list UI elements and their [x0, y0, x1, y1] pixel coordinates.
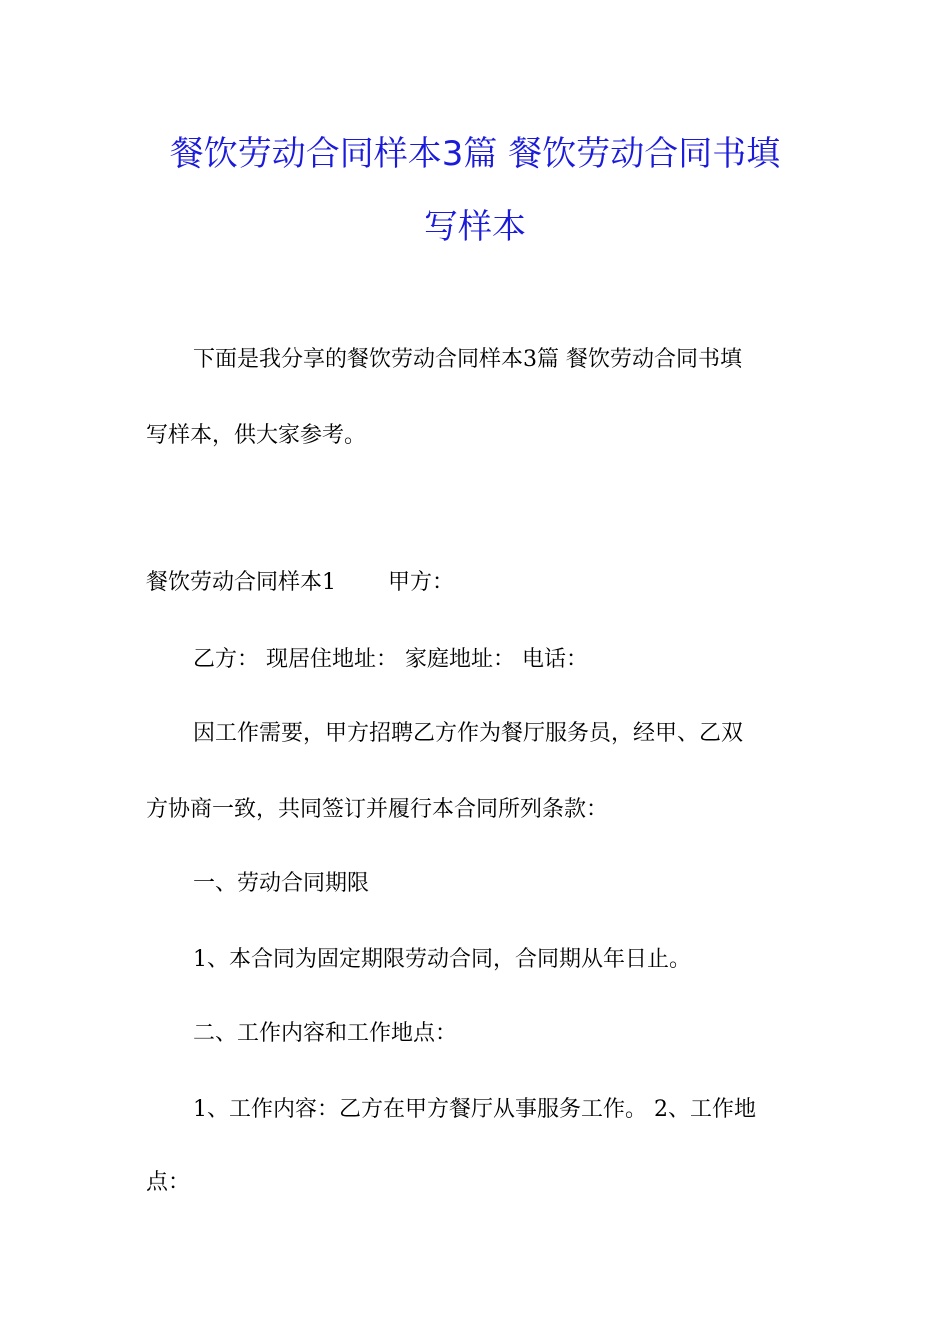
intro-paragraph-line-2: 写样本，供大家参考。	[146, 423, 367, 448]
document-title-line-1: 餐饮劳动合同样本3篇 餐饮劳动合同书填	[169, 134, 781, 174]
intro-paragraph-line-1: 下面是我分享的餐饮劳动合同样本3篇 餐饮劳动合同书填	[193, 347, 742, 372]
section-2-title: 二、工作内容和工作地点：	[193, 1021, 458, 1046]
contract-paragraph-line-2: 方协商一致，共同签订并履行本合同所列条款：	[146, 797, 609, 822]
party-a-label: 甲方：	[388, 570, 455, 595]
party-b-line: 乙方： 现居住地址： 家庭地址： 电话：	[193, 647, 588, 672]
section-1-title: 一、劳动合同期限	[193, 871, 370, 896]
sample-heading-row	[146, 568, 454, 598]
sample-heading: 餐饮劳动合同样本1	[146, 570, 336, 595]
contract-paragraph-line-1: 因工作需要，甲方招聘乙方作为餐厅服务员，经甲、乙双	[193, 721, 744, 746]
section-2-item-1-line-1: 1、工作内容：乙方在甲方餐厅从事服务工作。 2、工作地	[193, 1097, 756, 1122]
document-title-line-2: 写样本	[424, 207, 526, 247]
section-2-item-1-line-2: 点：	[146, 1170, 191, 1195]
section-1-item-1: 1、本合同为固定期限劳动合同，合同期从年日止。	[193, 947, 691, 972]
